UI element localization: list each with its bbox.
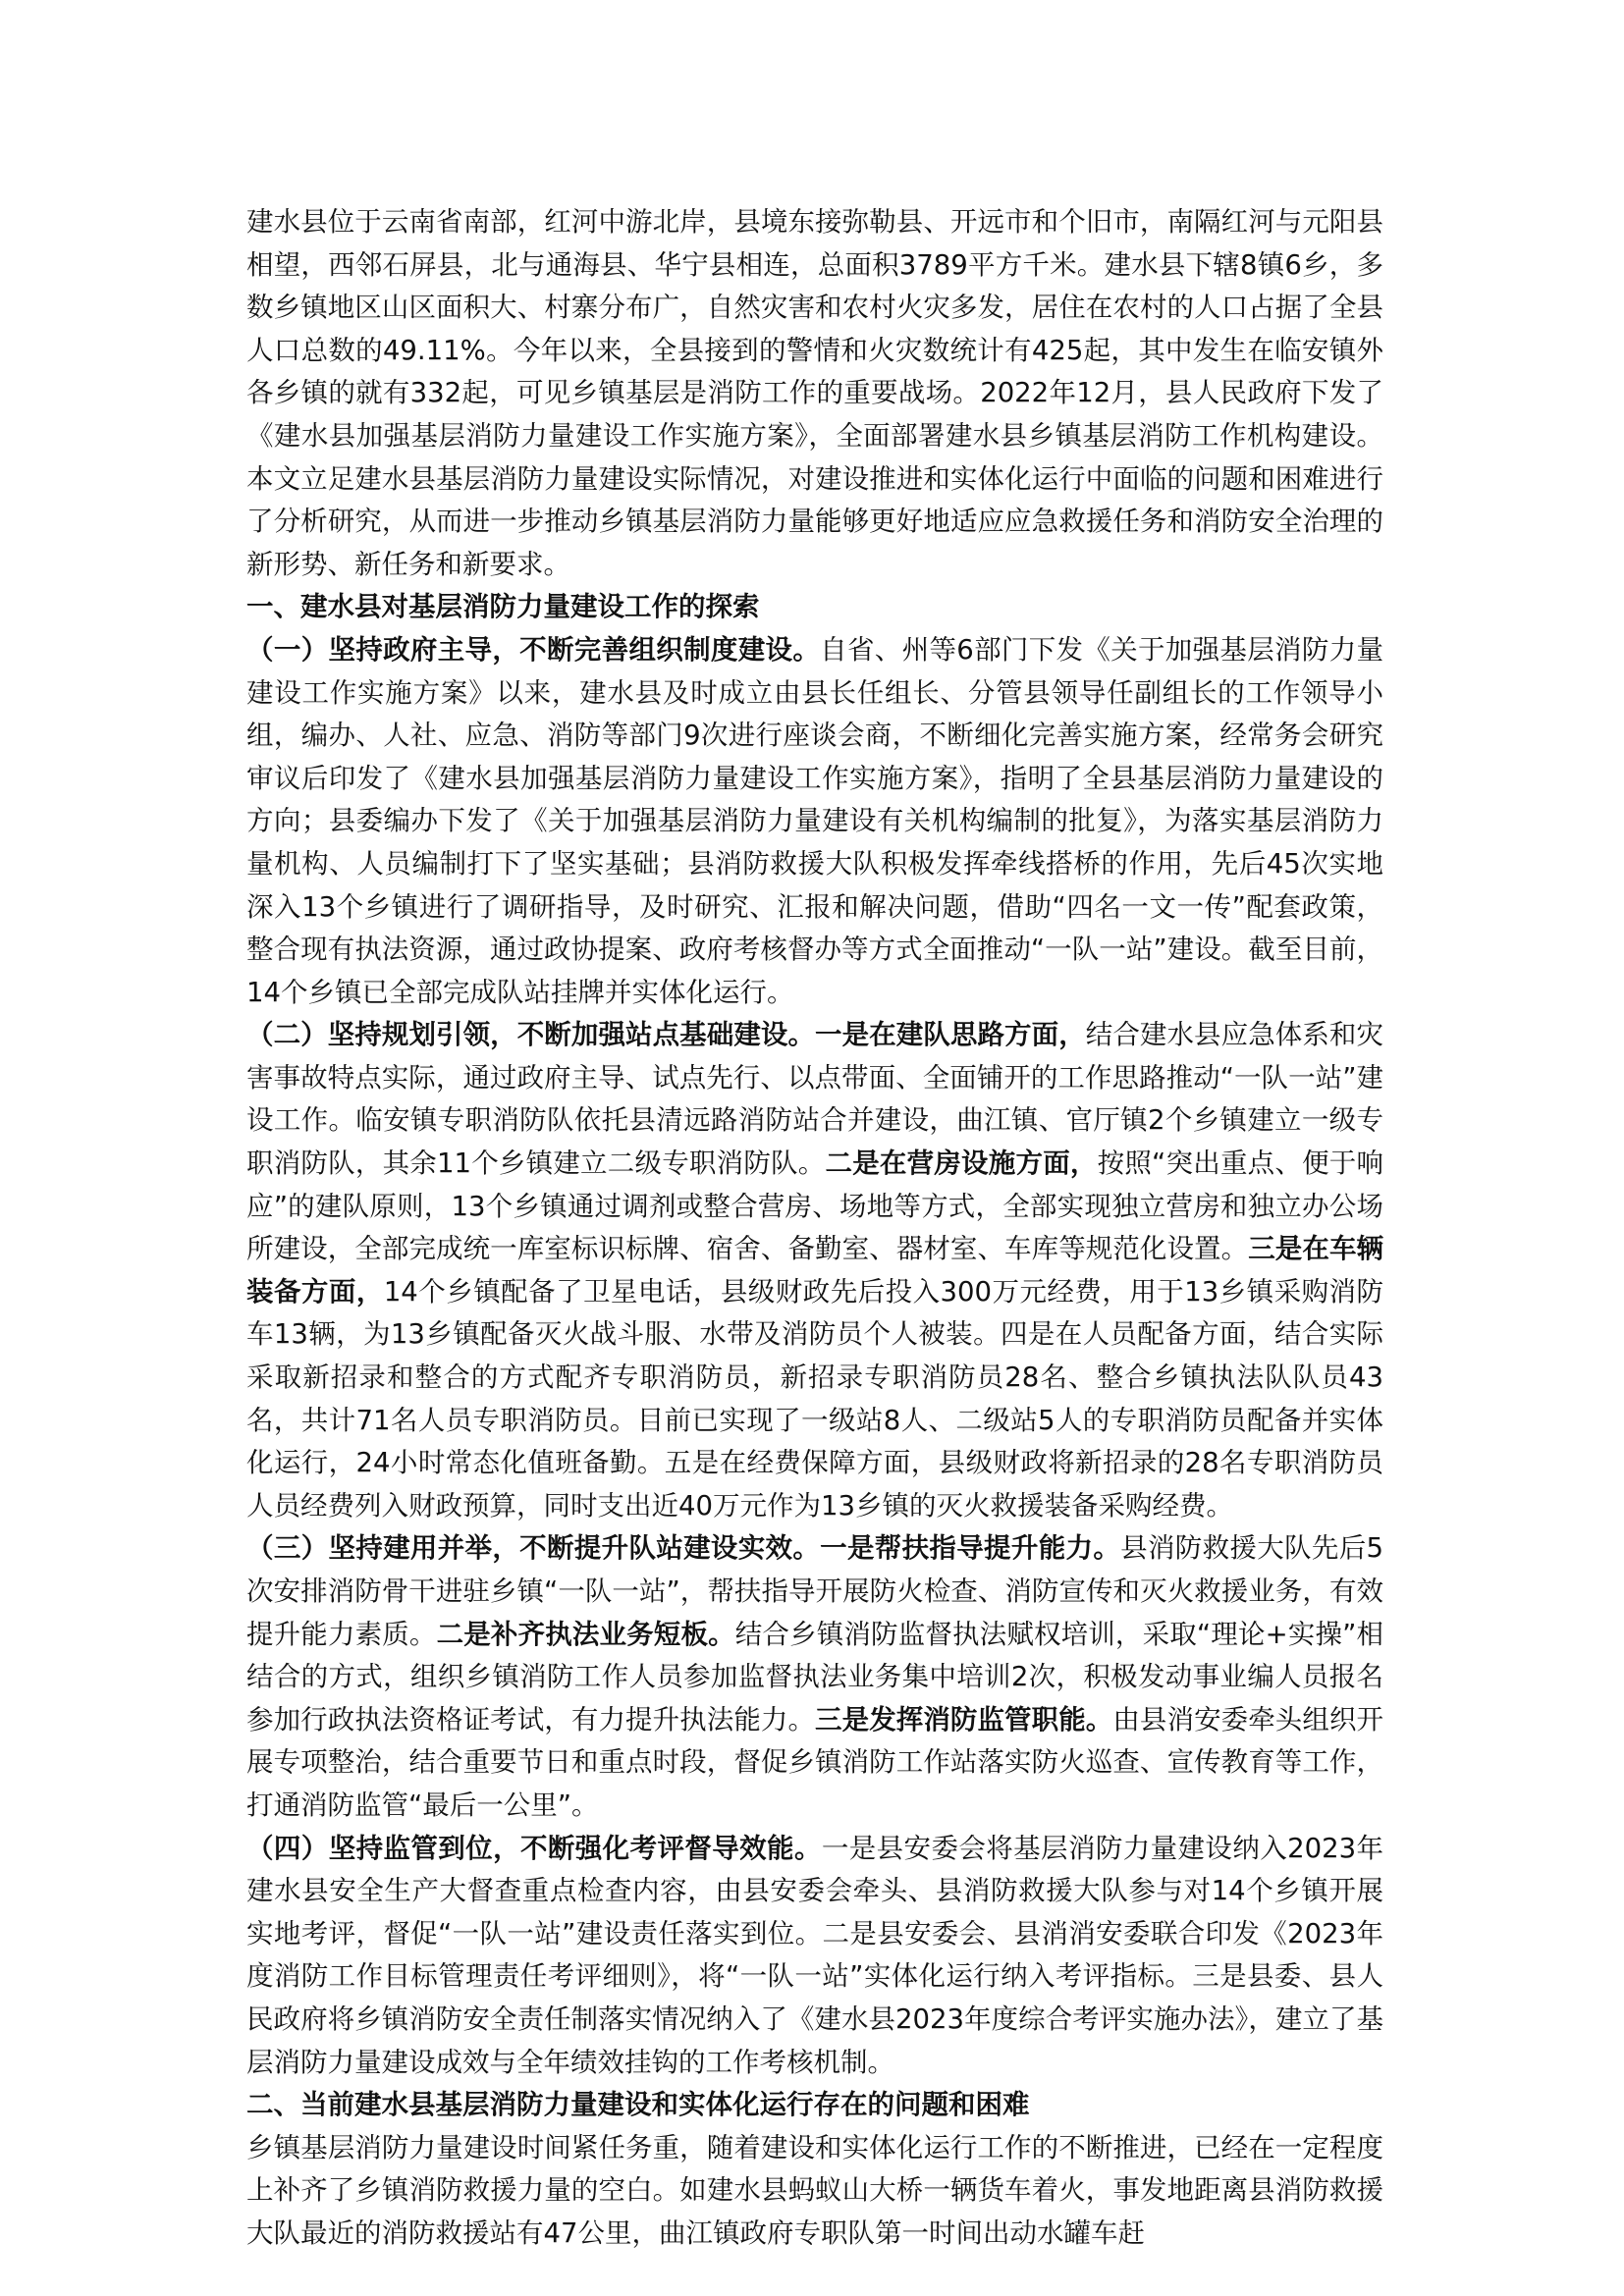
paragraph-5: 乡镇基层消防力量建设时间紧任务重，随着建设和实体化运行工作的不断推进，已经在一定程度上补齐了乡镇消防救援力量的空白。如建水县蚂蚁山大桥一辆货车着火，事发地距离县消防救援大队最近的消防救援站有47公里，曲江镇政府专职队第一时间出动水罐车赶 (246, 2131, 1383, 2249)
paragraph-2-text-b: 按照“突出重点、便于响应”的建队原则，13个乡镇通过调剂或整合营房、场地等方式，全部实现独立营房和独立办公场所建设，全部完成统一库室标识标牌、宿舍、备勤室、器材室、车库等规范化设置。 (246, 1148, 1384, 1265)
paragraph-4-lead: （四）坚持监管到位，不断强化考评督导效能。 (246, 1832, 822, 1864)
section-heading-2: 二、当前建水县基层消防力量建设和实体化运行存在的问题和困难 (246, 2089, 1030, 2121)
paragraph-2-lead: （二）坚持规划引领，不断加强站点基础建设。一是在建队思路方面， (246, 1019, 1086, 1051)
paragraph-1-lead: （一）坚持政府主导，不断完善组织制度建设。 (246, 633, 821, 666)
paragraph-4 (246, 1828, 1383, 2085)
document-page (246, 201, 1383, 2256)
paragraph-3 (246, 1527, 1383, 1827)
intro-paragraph: 建水县位于云南省南部，红河中游北岸，县境东接弥勒县、开远市和个旧市，南隔红河与元阳县相望，西邻石屏县，北与通海县、华宁县相连，总面积3789平方千米。建水县下辖8镇6乡，多数乡镇地区山区面积大、村寨分布广，自然灾害和农村火灾多发，居住在农村的人口占据了全县人口总数的49.11%。今年以来，全县接到的警情和火灾数统计有425起，其中发生在临安镇外各乡镇的就有332起，可见乡镇基层是消防工作的重要战场。2022年12月，县人民政府下发了《建水县加强基层消防力量建设工作实施方案》，全面部署建水县乡镇基层消防工作机构建设。本文立足建水县基层消防力量建设实际情况，对建设推进和实体化运行中面临的问题和困难进行了分析研究，从而进一步推动乡镇基层消防力量能够更好地适应应急救援任务和消防安全治理的新形势、新任务和新要求。 (246, 206, 1383, 580)
paragraph-3-lead: （三）坚持建用并举，不断提升队站建设实效。一是帮扶指导提升能力。 (246, 1532, 1121, 1565)
paragraph-3-bold-b: 二是补齐执法业务短板。 (436, 1618, 735, 1650)
paragraph-3-text-c: 由县消安委牵头组织开展专项整治，结合重要节日和重点时段，督促乡镇消防工作站落实防火巡查、宣传教育等工作，打通消防监管“最后一公里”。 (246, 1703, 1384, 1821)
paragraph-3-text-b: 结合乡镇消防监督执法赋权培训，采取“理论+实操”相结合的方式，组织乡镇消防工作人员参加监督执法业务集中培训2次，积极发动事业编人员报名参加行政执法资格证考试，有力提升执法能力。 (246, 1618, 1384, 1735)
paragraph-2-text-a: 结合建水县应急体系和灾害事故特点实际，通过政府主导、试点先行、以点带面、全面铺开的工作思路推动“一队一站”建设工作。临安镇专职消防队依托县清远路消防站合并建设，曲江镇、官厅镇2个乡镇建立一级专职消防队，其余11个乡镇建立二级专职消防队。 (246, 1019, 1383, 1180)
paragraph-1-text: 自省、州等6部门下发《关于加强基层消防力量建设工作实施方案》以来，建水县及时成立由县长任组长、分管县领导任副组长的工作领导小组，编办、人社、应急、消防等部门9次进行座谈会商，不断细化完善实施方案，经常务会研究审议后印发了《建水县加强基层消防力量建设工作实施方案》，指明了全县基层消防力量建设的方向；县委编办下发了《关于加强基层消防力量建设有关机构编制的批复》，为落实基层消防力量机构、人员编制打下了坚实基础；县消防救援大队积极发挥牵线搭桥的作用，先后45次实地深入13个乡镇进行了调研指导，及时研究、汇报和解决问题，借助“四名一文一传”配套政策，整合现有执法资源，通过政协提案、政府考核督办等方式全面推动“一队一站”建设。截至目前，14个乡镇已全部完成队站挂牌并实体化运行。 (246, 633, 1384, 1008)
paragraph-1 (246, 629, 1383, 1014)
paragraph-2-text-c: 14个乡镇配备了卫星电话，县级财政先后投入300万元经费，用于13乡镇采购消防车13辆，为13乡镇配备灭火战斗服、水带及消防员个人被装。四是在人员配备方面，结合实际采取新招录和整合的方式配齐专职消防员，新招录专职消防员28名、整合乡镇执法队队员43名，共计71名人员专职消防员。目前已实现了一级站8人、二级站5人的专职消防员配备并实体化运行，24小时常态化值班备勤。五是在经费保障方面，县级财政将新招录的28名专职消防员人员经费列入财政预算，同时支出近40万元作为13乡镇的灭火救援装备采购经费。 (246, 1275, 1383, 1522)
paragraph-2-bold-b: 二是在营房设施方面， (825, 1148, 1098, 1180)
paragraph-4-text: 一是县安委会将基层消防力量建设纳入2023年建水县安全生产大督查重点检查内容，由县安委会牵头、县消防救援大队参与对14个乡镇开展实地考评，督促“一队一站”建设责任落实到位。二是县安委会、县消消安委联合印发《2023年度消防工作目标管理责任考评细则》，将“一队一站”实体化运行纳入考评指标。三是县委、县人民政府将乡镇消防安全责任制落实情况纳入了《建水县2023年度综合考评实施办法》，建立了基层消防力量建设成效与全年绩效挂钩的工作考核机制。 (246, 1832, 1384, 2078)
paragraph-3-text-a: 县消防救援大队先后5次安排消防骨干进驻乡镇“一队一站”，帮扶指导开展防火检查、消防宣传和灭火救援业务，有效提升能力素质。 (246, 1532, 1384, 1650)
paragraph-2-bold-c: 三是在车辆装备方面， (246, 1233, 1384, 1308)
paragraph-3-bold-c: 三是发挥消防监管职能。 (815, 1703, 1113, 1735)
paragraph-2 (246, 1014, 1383, 1527)
section-heading-1: 一、建水县对基层消防力量建设工作的探索 (246, 591, 760, 623)
